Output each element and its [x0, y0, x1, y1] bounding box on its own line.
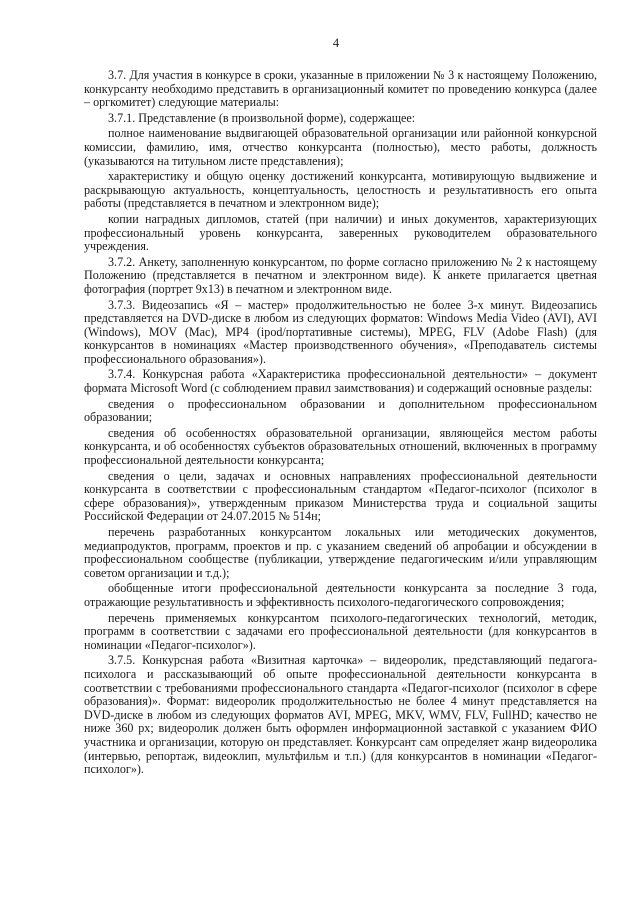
paragraph-organization-info: сведения об особенностях образовательной организации, являющейся местом работы конкурсанта, и об особенностях субъектов образовательных отношений, включенных в программу профессиональной деятельности конкурсанта; — [84, 425, 597, 468]
paragraph-3-7-1: 3.7.1. Представление (в произвольной форме), содержащее: — [108, 110, 416, 125]
paragraph-diploma-copies: копии наградных дипломов, статей (при наличии) и иных документов, характеризующих профессиональный уровень конкурсанта, заверенных руководителем образовательного учреждения. — [84, 211, 597, 254]
paragraph-3-7-2: 3.7.2. Анкету, заполненную конкурсантом, по форме согласно приложению № 2 к настоящему Положению (представляется в печатном и электронном виде). К анкете прилагается цветная фотография (портрет 9х13) в печатном и электронном виде. — [84, 254, 597, 296]
paragraph-results: обобщенные итоги профессиональной деятельности конкурсанта за последние 3 года, отражающие результативность и эффективность психолого-педагогического сопровождения; — [84, 581, 597, 609]
paragraph-characteristic: характеристику и общую оценку достижений конкурсанта, мотивирующую выдвижение и раскрывающую актуальность, концептуальность, целостность и результативность его опыта работы (представляется в печатном и электронном виде); — [84, 169, 597, 211]
paragraph-3-7-5: 3.7.5. Конкурсная работа «Визитная карточка» – видеоролик, представляющий педагога-психолога и рассказывающий об опыте профессиональной деятельности конкурсанта в соответствии с требованиями профессионального стандарта «Педагог-психолог (психолог в сфере образования)». Формат: видеоролик продолжительностью не более 4 минут представляется на DVD-диске в любом из следующих форматов AVI, MPEG, MKV, WMV, FLV, FullHD; качество не ниже 360 px; видеоролик должен быть оформлен информационной заставкой с указанием ФИО участника и организации, которую он представляет. Конкурсант сам определяет жанр видеоролика (интервью, репортаж, видеоклип, мультфильм и т.п.) (для конкурсантов в номинации «Педагог-психолог»). — [84, 653, 597, 777]
paragraph-3-7-4: 3.7.4. Конкурсная работа «Характеристика профессиональной деятельности» – документ формата Microsoft Word (с соблюдением правил заимствования) и содержащий основные разделы: — [84, 367, 597, 396]
paragraph-education-info: сведения о профессиональном образовании и дополнительном профессиональном образовании; — [84, 396, 597, 425]
paragraph-full-name: полное наименование выдвигающей образовательной организации или районной конкурсной комиссии, фамилию, имя, отчество конкурсанта (полностью), место работы, должность (указываются на титульном листе представления); — [84, 126, 597, 168]
paragraph-technologies: перечень применяемых конкурсантом психолого-педагогических технологий, методик, программ в соответствии с задачами его профессиональной деятельности (для конкурсантов в номинации «Педагог-психолог»). — [84, 610, 597, 652]
paragraph-goals-info: сведения о цели, задачах и основных направлениях профессиональной деятельности конкурсанта в соответствии с профессиональным стандартом «Педагог-психолог (психолог в сфере образования)», утвержденным приказом Министерства труда и социальной защиты Российской Федерации от 24.07.2015 № 514н; — [84, 468, 597, 524]
document-body — [84, 69, 597, 779]
paragraph-3-7: 3.7. Для участия в конкурсе в сроки, указанные в приложении № 3 к настоящему Положению, конкурсанту необходимо представить в организационный комитет по проведению конкурса (далее – оргкомитет) следующие материалы: — [84, 68, 597, 110]
paragraph-developed-list: перечень разработанных конкурсантом локальных или методических документов, медиапродуктов, программ, проектов и пр. с указанием сведений об апробации и обсуждении в профессиональном сообществе (публикации, утверждение педагогическим и/или управляющим советом организации и т.д.); — [84, 525, 597, 580]
page-number: 4 — [332, 36, 340, 50]
paragraph-3-7-3: 3.7.3. Видеозапись «Я – мастер» продолжительностью не более 3-х минут. Видеозапись представляется на DVD-диске в любом из следующих форматов: Windows Media Video (AVI), AVI (Windows), MOV (Mac), MP4 (ipod/портативные системы), MPEG, FLV (Adobe Flash) (для конкурсантов в номинациях «Мастер производственного обучения», «Преподаватель системы профессионального образования»). — [84, 297, 597, 366]
